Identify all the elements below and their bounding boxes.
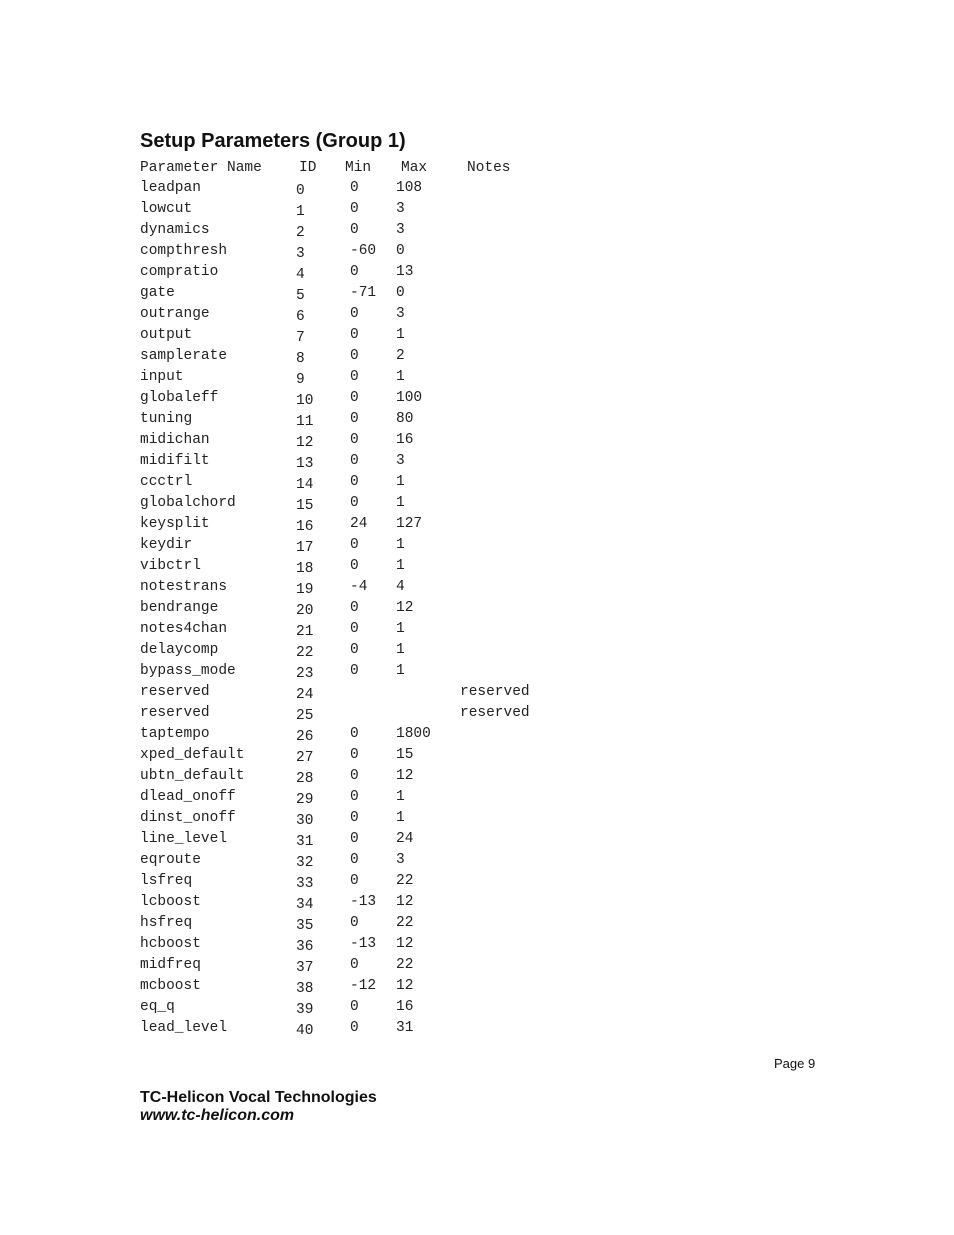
cell-id: 32: [296, 855, 314, 871]
cell-min: 0: [350, 369, 359, 385]
cell-id: 18: [296, 561, 314, 577]
cell-id: 37: [296, 960, 314, 976]
cell-max: 1800: [396, 726, 431, 742]
cell-id: 11: [296, 414, 314, 430]
cell-min: 0: [350, 348, 359, 364]
cell-min: 0: [350, 264, 359, 280]
cell-id: 39: [296, 1002, 314, 1018]
cell-min: 0: [350, 747, 359, 763]
cell-name: leadpan: [140, 180, 201, 196]
cell-id: 5: [296, 288, 305, 304]
cell-min: 0: [350, 390, 359, 406]
cell-min: 0: [350, 495, 359, 511]
cell-min: 0: [350, 852, 359, 868]
cell-name: lcboost: [140, 894, 201, 910]
cell-max: 1: [396, 642, 405, 658]
cell-name: notestrans: [140, 579, 228, 595]
cell-id: 30: [296, 813, 314, 829]
cell-id: 24: [296, 687, 314, 703]
cell-max: 3: [396, 852, 405, 868]
cell-id: 14: [296, 477, 314, 493]
cell-min: 0: [350, 642, 359, 658]
cell-min: 0: [350, 915, 359, 931]
cell-name: globaleff: [140, 390, 219, 406]
cell-id: 25: [296, 708, 314, 724]
cell-name: hsfreq: [140, 915, 193, 931]
cell-max: 2: [396, 348, 405, 364]
cell-max: 16: [396, 432, 414, 448]
cell-min: -71: [350, 285, 377, 301]
cell-notes: reserved: [460, 705, 530, 721]
cell-id: 28: [296, 771, 314, 787]
cell-max: 22: [396, 873, 414, 889]
cell-id: 15: [296, 498, 314, 514]
cell-name: samplerate: [140, 348, 228, 364]
cell-name: compratio: [140, 264, 219, 280]
cell-name: globalchord: [140, 495, 236, 511]
cell-max: 1: [396, 810, 405, 826]
cell-max: 1: [396, 537, 405, 553]
cell-min: 0: [350, 726, 359, 742]
footer-company: TC-Helicon Vocal Technologies: [140, 1089, 377, 1106]
cell-name: outrange: [140, 306, 210, 322]
cell-id: 33: [296, 876, 314, 892]
cell-id: 40: [296, 1023, 314, 1039]
cell-min: 0: [350, 810, 359, 826]
cell-max: 1: [396, 789, 405, 805]
cell-min: 0: [350, 537, 359, 553]
cell-max: 12: [396, 894, 414, 910]
cell-id: 21: [296, 624, 314, 640]
cell-max: 80: [396, 411, 414, 427]
cell-min: 0: [350, 600, 359, 616]
cell-name: keydir: [140, 537, 193, 553]
cell-min: 0: [350, 180, 359, 196]
cell-min: -13: [350, 936, 377, 952]
cell-max: 108: [396, 180, 423, 196]
cell-id: 34: [296, 897, 314, 913]
cell-name: input: [140, 369, 184, 385]
cell-max: 1: [396, 663, 405, 679]
cell-max: 13: [396, 264, 414, 280]
cell-name: mcboost: [140, 978, 201, 994]
cell-name: delaycomp: [140, 642, 219, 658]
cell-name: vibctrl: [140, 558, 201, 574]
cell-max: 100: [396, 390, 423, 406]
cell-max: 12: [396, 978, 414, 994]
cell-id: 4: [296, 267, 305, 283]
cell-id: 23: [296, 666, 314, 682]
cell-max: 12: [396, 936, 414, 952]
cell-id: 26: [296, 729, 314, 745]
cell-id: 20: [296, 603, 314, 619]
cell-max: 15: [396, 747, 414, 763]
cell-min: 0: [350, 957, 359, 973]
cell-min: 0: [350, 873, 359, 889]
cell-name: eq_q: [140, 999, 175, 1015]
header-max: Max: [401, 160, 428, 176]
cell-max: 4: [396, 579, 405, 595]
cell-min: 24: [350, 516, 368, 532]
cell-id: 22: [296, 645, 314, 661]
cell-name: midifilt: [140, 453, 210, 469]
cell-name: lead_level: [140, 1020, 228, 1036]
cell-name: ccctrl: [140, 474, 193, 490]
cell-min: -4: [350, 579, 368, 595]
cell-name: reserved: [140, 684, 210, 700]
cell-min: 0: [350, 474, 359, 490]
cell-name: output: [140, 327, 193, 343]
cell-name: line_level: [140, 831, 228, 847]
cell-min: 0: [350, 621, 359, 637]
cell-name: dlead_onoff: [140, 789, 236, 805]
cell-notes: reserved: [460, 684, 530, 700]
cell-id: 27: [296, 750, 314, 766]
cell-max: 3: [396, 201, 405, 217]
cell-max: 31: [396, 1020, 414, 1036]
cell-max: 1: [396, 369, 405, 385]
cell-max: 3: [396, 306, 405, 322]
cell-id: 29: [296, 792, 314, 808]
cell-id: 1: [296, 204, 305, 220]
cell-id: 6: [296, 309, 305, 325]
cell-name: dinst_onoff: [140, 810, 236, 826]
cell-name: keysplit: [140, 516, 210, 532]
cell-max: 12: [396, 768, 414, 784]
cell-name: taptempo: [140, 726, 210, 742]
cell-min: 0: [350, 558, 359, 574]
cell-min: 0: [350, 306, 359, 322]
cell-name: ubtn_default: [140, 768, 245, 784]
cell-min: -13: [350, 894, 377, 910]
cell-name: lowcut: [140, 201, 193, 217]
cell-name: bendrange: [140, 600, 219, 616]
cell-min: 0: [350, 831, 359, 847]
cell-name: lsfreq: [140, 873, 193, 889]
page-number: Page 9: [774, 1056, 816, 1071]
cell-name: hcboost: [140, 936, 201, 952]
cell-min: 0: [350, 1020, 359, 1036]
cell-min: 0: [350, 999, 359, 1015]
cell-id: 35: [296, 918, 314, 934]
cell-id: 10: [296, 393, 314, 409]
cell-max: 1: [396, 495, 405, 511]
header-id: ID: [299, 160, 317, 176]
cell-name: notes4chan: [140, 621, 228, 637]
cell-max: 24: [396, 831, 414, 847]
cell-id: 9: [296, 372, 305, 388]
cell-id: 16: [296, 519, 314, 535]
cell-min: 0: [350, 411, 359, 427]
cell-min: 0: [350, 453, 359, 469]
cell-name: tuning: [140, 411, 193, 427]
cell-id: 8: [296, 351, 305, 367]
page-title: Setup Parameters (Group 1): [140, 130, 406, 152]
cell-max: 0: [396, 285, 405, 301]
cell-name: midichan: [140, 432, 210, 448]
cell-min: 0: [350, 663, 359, 679]
cell-max: 1: [396, 327, 405, 343]
cell-max: 0: [396, 243, 405, 259]
cell-id: 31: [296, 834, 314, 850]
cell-id: 0: [296, 183, 305, 199]
cell-min: 0: [350, 789, 359, 805]
cell-id: 7: [296, 330, 305, 346]
cell-max: 1: [396, 621, 405, 637]
cell-max: 1: [396, 474, 405, 490]
cell-name: dynamics: [140, 222, 210, 238]
cell-min: 0: [350, 327, 359, 343]
cell-id: 13: [296, 456, 314, 472]
cell-name: xped_default: [140, 747, 245, 763]
cell-max: 22: [396, 957, 414, 973]
cell-min: -12: [350, 978, 377, 994]
cell-id: 19: [296, 582, 314, 598]
cell-name: midfreq: [140, 957, 201, 973]
cell-id: 38: [296, 981, 314, 997]
cell-name: reserved: [140, 705, 210, 721]
cell-max: 22: [396, 915, 414, 931]
cell-max: 3: [396, 222, 405, 238]
header-notes: Notes: [467, 160, 511, 176]
cell-min: 0: [350, 768, 359, 784]
cell-id: 3: [296, 246, 305, 262]
cell-name: compthresh: [140, 243, 228, 259]
cell-max: 127: [396, 516, 423, 532]
cell-min: 0: [350, 222, 359, 238]
cell-name: bypass_mode: [140, 663, 236, 679]
footer-url: www.tc-helicon.com: [140, 1107, 295, 1124]
cell-min: 0: [350, 432, 359, 448]
cell-id: 12: [296, 435, 314, 451]
cell-max: 3: [396, 453, 405, 469]
cell-max: 16: [396, 999, 414, 1015]
cell-max: 12: [396, 600, 414, 616]
cell-name: gate: [140, 285, 175, 301]
cell-id: 17: [296, 540, 314, 556]
cell-max: 1: [396, 558, 405, 574]
cell-min: -60: [350, 243, 377, 259]
header-parameter-name: Parameter Name: [140, 160, 262, 176]
header-min: Min: [345, 160, 372, 176]
cell-min: 0: [350, 201, 359, 217]
cell-id: 36: [296, 939, 314, 955]
cell-name: eqroute: [140, 852, 201, 868]
cell-id: 2: [296, 225, 305, 241]
